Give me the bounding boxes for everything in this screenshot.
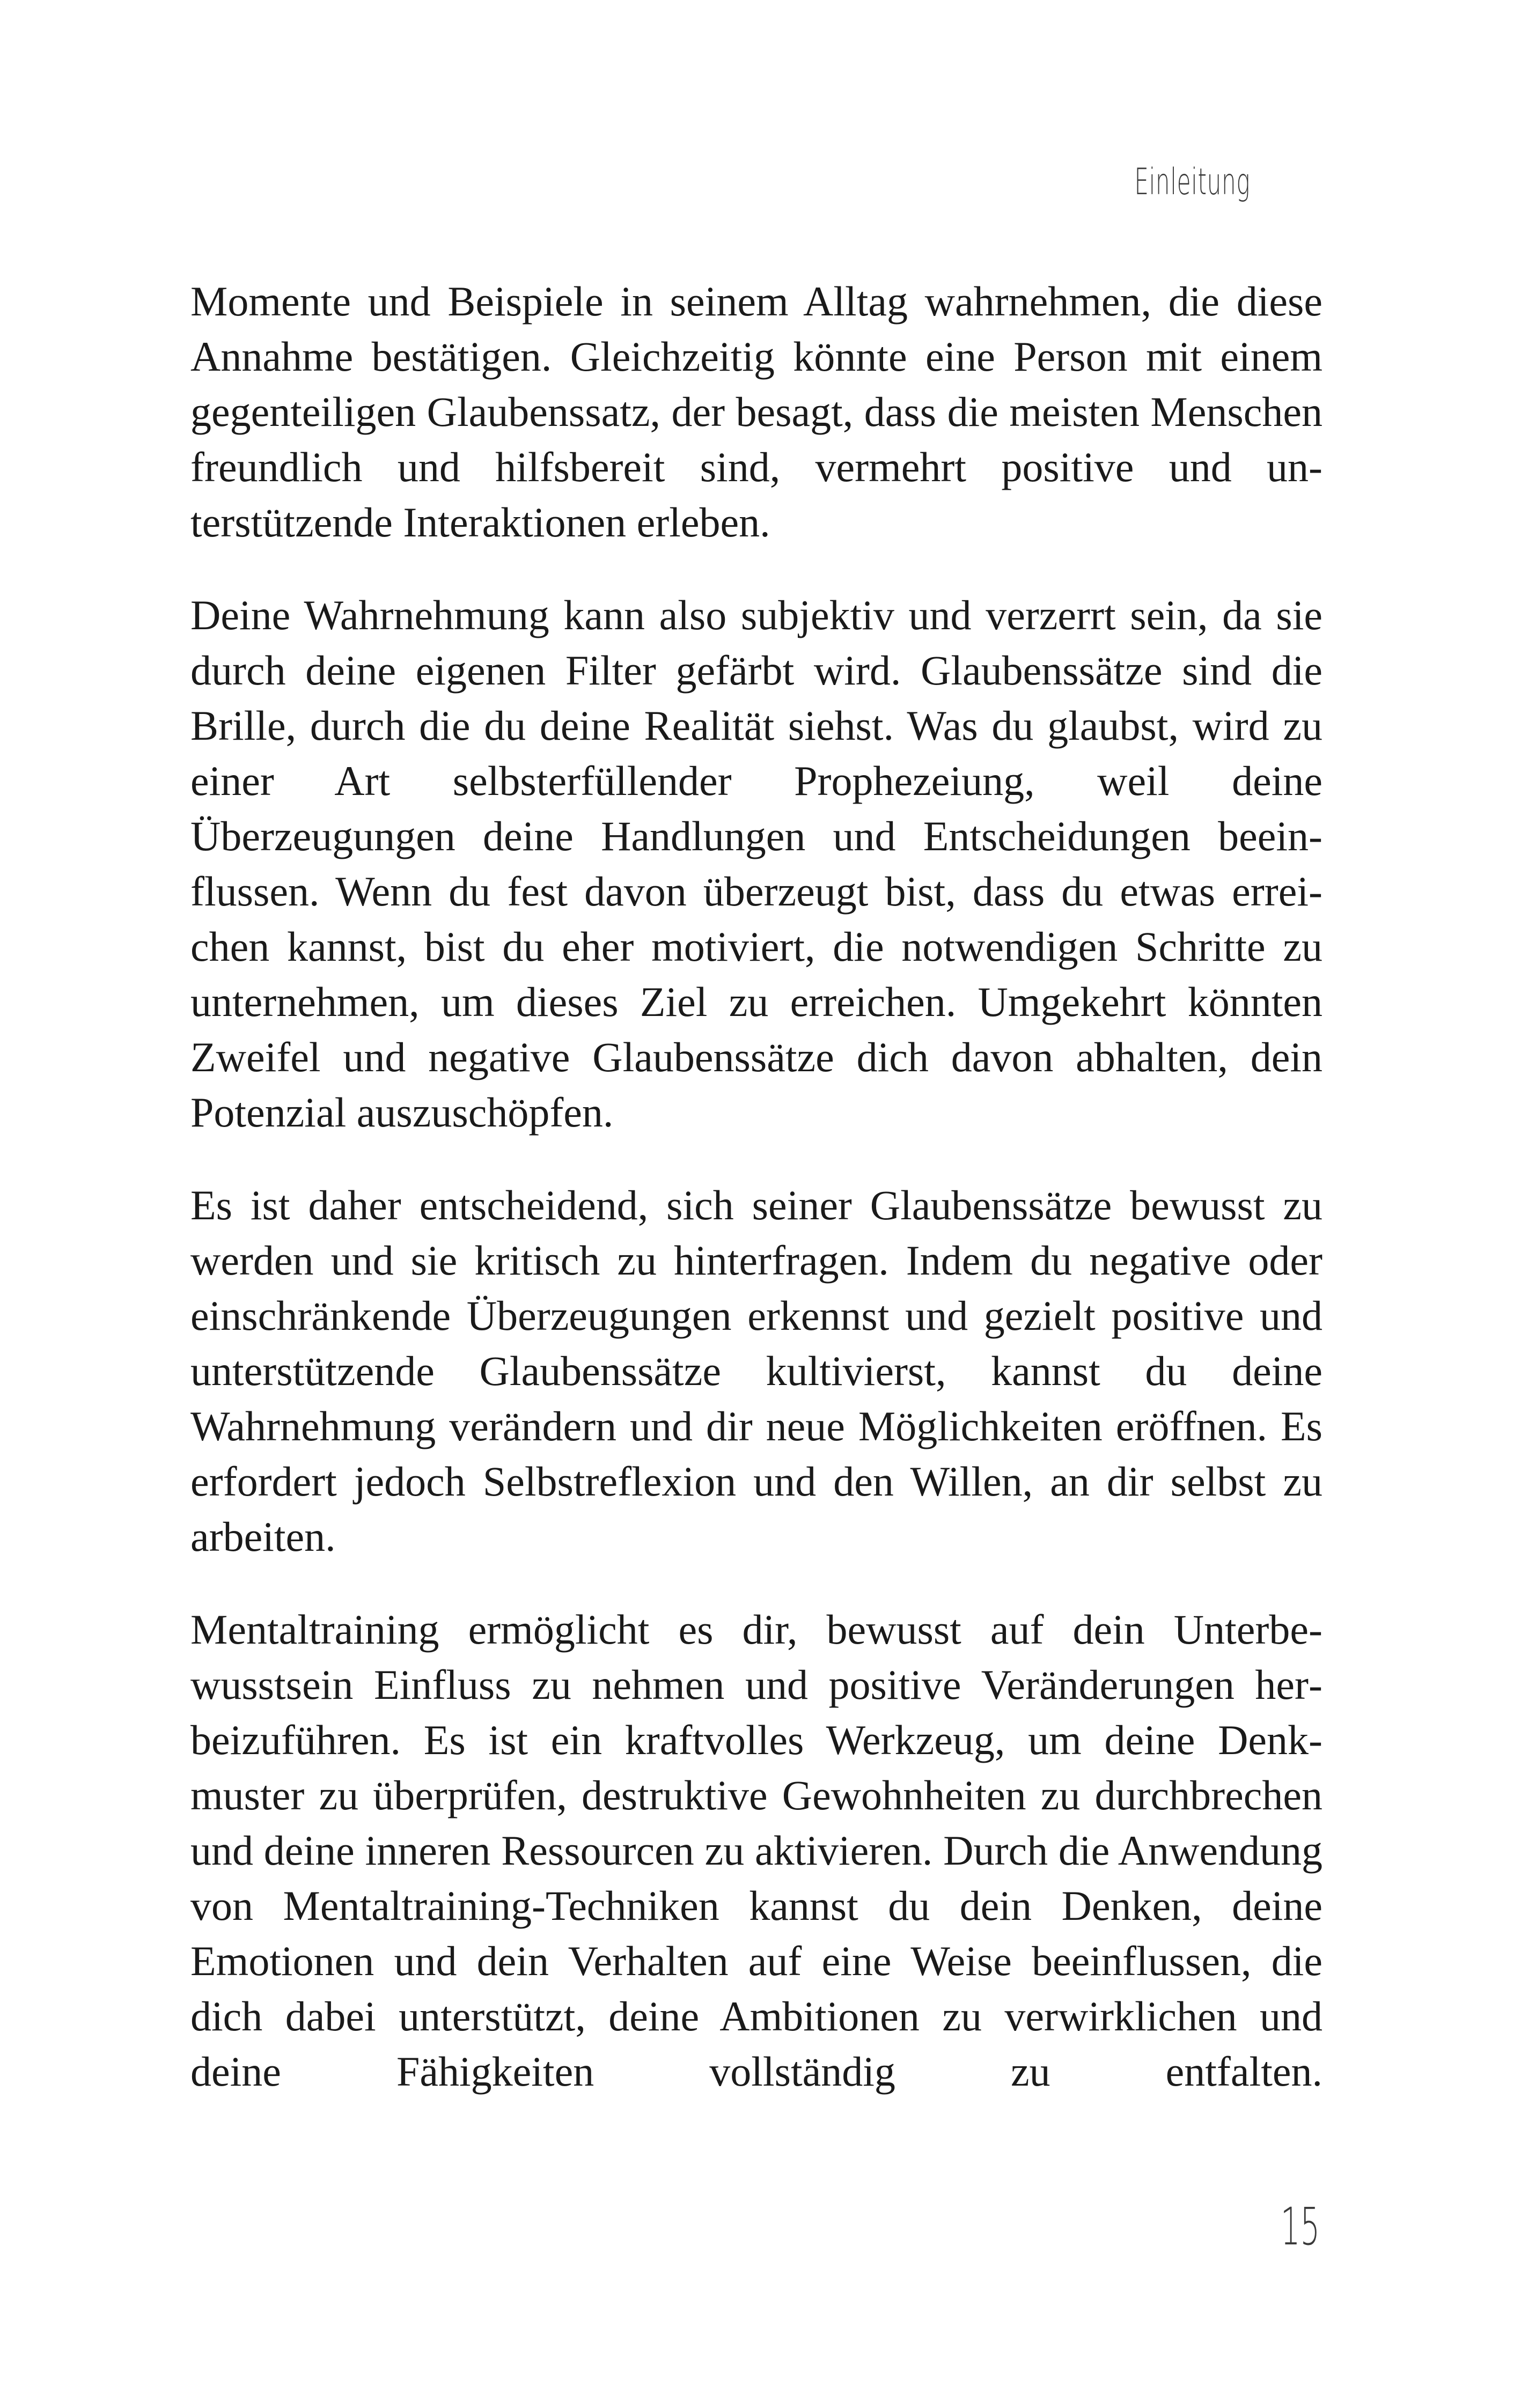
running-head: Einleitung [1134, 161, 1250, 203]
paragraph-2: Deine Wahrnehmung kann also subjektiv und verzerrt sein, da sie durch deine eigenen Filter gefärbt wird. Glaubenssätze sind die Brille, durch die du deine Realität siehst. Was du glaubst, wird zu einer Art selbsterfüllender Prophezeiung, weil deine Überzeugungen deine Handlungen und Entscheidungen beeinflussen. Wenn du fest davon überzeugt bist, dass du etwas erreichen kannst, bist du eher motiviert, die notwendigen Schritte zu unternehmen, um dieses Ziel zu erreichen. Umgekehrt könnten Zweifel und negative Glaubenssätze dich davon abhalten, dein Potenzial auszuschöpfen. [190, 592, 1322, 1136]
paragraph-3: Es ist daher entscheidend, sich seiner Glaubenssätze bewusst zu werden und sie kritisch zu hinterfragen. Indem du negative oder einschränkende Überzeugungen erkennst und gezielt positive und unterstützende Glaubenssätze kultivierst, kannst du deine Wahrnehmung verändern und dir neue Möglichkeiten eröffnen. Es erfordert jedoch Selbstreflexion und den Willen, an dir selbst zu arbeiten. [190, 1182, 1322, 1560]
body-text [190, 274, 1322, 2099]
paragraph-1: Momente und Beispiele in seinem Alltag wahrnehmen, die diese Annahme bestätigen. Gleichzeitig könnte eine Person mit einem gegenteiligen Glaubenssatz, der besagt, dass die meisten Menschen freundlich und hilfsbereit sind, vermehrt positive und unterstützende Interaktionen erleben. [190, 278, 1322, 546]
paragraph-4: Mentaltraining ermöglicht es dir, bewusst auf dein Unterbewusstsein Einfluss zu nehmen und positive Veränderungen herbeizuführen. Es ist ein kraftvolles Werkzeug, um deine Denkmuster zu überprüfen, destruktive Gewohnheiten zu durchbrechen und deine inneren Ressourcen zu aktivieren. Durch die Anwendung von Mentaltraining-Techniken kannst du dein Denken, deine Emotionen und dein Verhalten auf eine Weise beeinflussen, die dich dabei unterstützt, deine Ambitionen zu verwirklichen und deine Fähigkeiten vollständig zu entfalten. [190, 1606, 1322, 2095]
page-number: 15 [1280, 2197, 1320, 2257]
